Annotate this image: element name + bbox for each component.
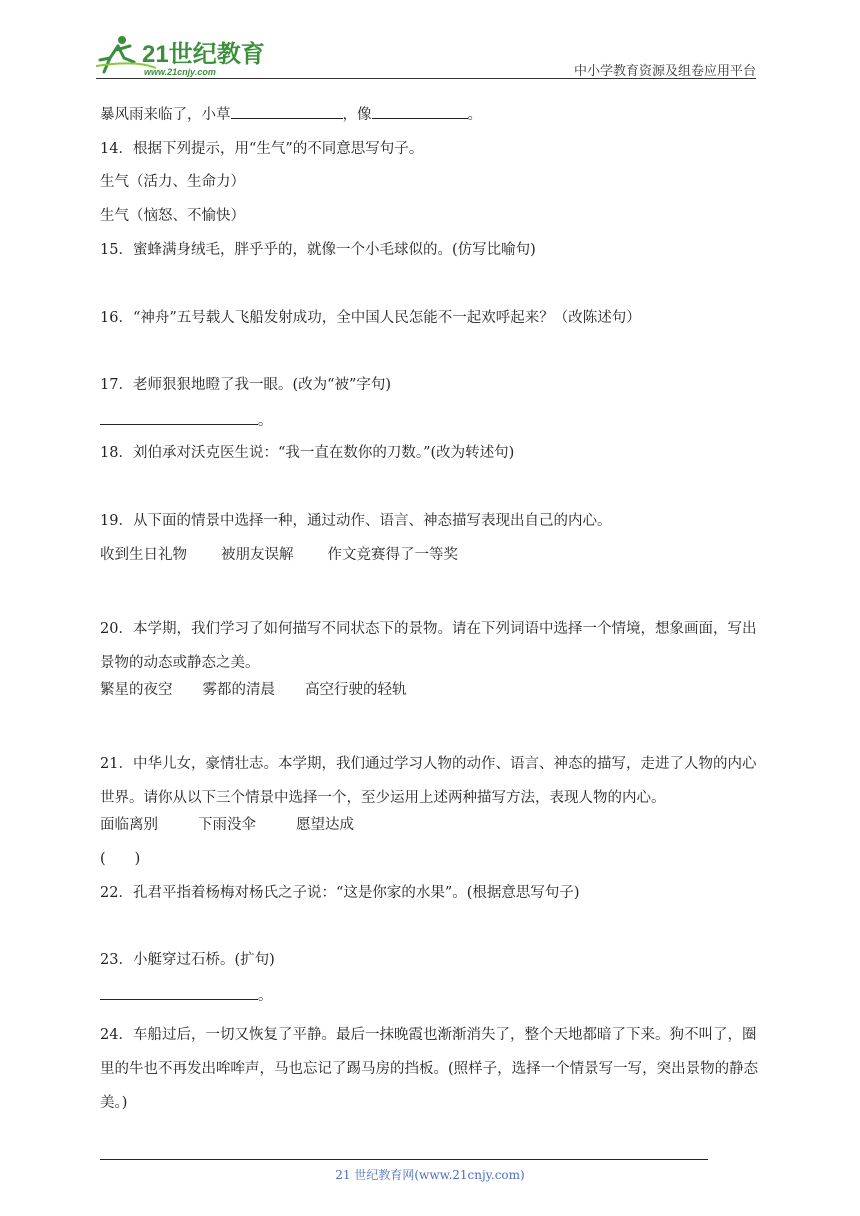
question-20-stem: 20．本学期，我们学习了如何描写不同状态下的景物。请在下列词语中选择一个情境，想象画面，写出景物的动态或静态之美。	[100, 621, 757, 671]
question-15-stem: 15．蜜蜂满身绒毛，胖乎乎的，就像一个小毛球似的。(仿写比喻句)	[100, 242, 536, 258]
answer-blank[interactable]	[100, 985, 258, 1000]
q13-text-b: ，像	[342, 107, 372, 123]
answer-blank[interactable]	[372, 104, 468, 119]
question-14-stem: 14．根据下列提示，用“生气”的不同意思写句子。	[100, 141, 424, 157]
question-21-options	[100, 815, 388, 835]
question-20-options	[100, 680, 441, 700]
question-19-options	[100, 545, 492, 565]
footer-divider	[100, 1159, 708, 1160]
question-21-stem: 21．中华儿女，豪情壮志。本学期，我们通过学习人物的动作、语言、神态的描写，走进了人物的内心世界。请你从以下三个情景中选择一个，至少运用上述两种描写方法，表现人物的内心。	[100, 756, 757, 806]
option: 繁星的夜空	[100, 682, 173, 698]
question-16-stem: 16．“神舟”五号载人飞船发射成功，全中国人民怎能不一起欢呼起来？（改陈述句）	[100, 310, 641, 326]
question-14-option-1: 生气（活力、生命力）	[100, 174, 245, 190]
option: 面临离别	[100, 817, 158, 833]
question-13	[100, 104, 482, 125]
header-divider	[96, 78, 756, 79]
question-22-stem: 22．孔君平指着杨梅对杨氏之子说：“这是你家的水果”。(根据意思写句子)	[100, 885, 580, 901]
option: 下雨没伞	[198, 817, 256, 833]
question-24-stem: 24．车船过后，一切又恢复了平静。最后一抹晚霞也渐渐消失了，整个天地都暗了下来。狗不叫了，圈里的牛也不再发出哞哞声，马也忘记了踢马房的挡板。(照样子，选择一个情景写一写，突出景物的静态美。)	[100, 1027, 759, 1111]
option: 愿望达成	[296, 817, 354, 833]
platform-name: 中小学教育资源及组卷应用平台	[573, 64, 756, 79]
logo-url: www.21cnjy.com	[144, 67, 216, 77]
question-19-stem: 19．从下面的情景中选择一种，通过动作、语言、神态描写表现出自己的内心。	[100, 513, 612, 529]
question-17-answer	[100, 410, 273, 431]
question-23-stem: 23．小艇穿过石桥。(扩句)	[100, 952, 275, 968]
option: 收到生日礼物	[100, 547, 187, 563]
option: 高空行驶的轻轨	[305, 682, 407, 698]
site-logo	[96, 32, 266, 78]
answer-blank[interactable]	[231, 104, 343, 119]
option: 雾都的清晨	[202, 682, 275, 698]
q13-text-c: 。	[467, 107, 482, 123]
question-23-answer	[100, 985, 273, 1006]
footer-text[interactable]: 21 世纪教育网(www.21cnjy.com)	[335, 1168, 525, 1182]
answer-parentheses[interactable]: ( )	[100, 851, 141, 867]
q13-text-a: 暴风雨来临了，小草	[100, 107, 231, 123]
question-14-option-2: 生气（恼怒、不愉快）	[100, 208, 245, 224]
option: 作文竞赛得了一等奖	[327, 547, 458, 563]
q17-end: 。	[258, 413, 273, 429]
option: 被朋友误解	[221, 547, 294, 563]
q23-end: 。	[258, 988, 273, 1004]
question-17-stem: 17．老师狠狠地瞪了我一眼。(改为“被”字句)	[100, 377, 392, 393]
logo-text: 21世纪教育	[142, 41, 265, 68]
question-18-stem: 18．刘伯承对沃克医生说：“我一直在数你的刀数。”(改为转述句)	[100, 445, 515, 461]
answer-blank[interactable]	[100, 410, 258, 425]
page-header	[96, 32, 756, 80]
